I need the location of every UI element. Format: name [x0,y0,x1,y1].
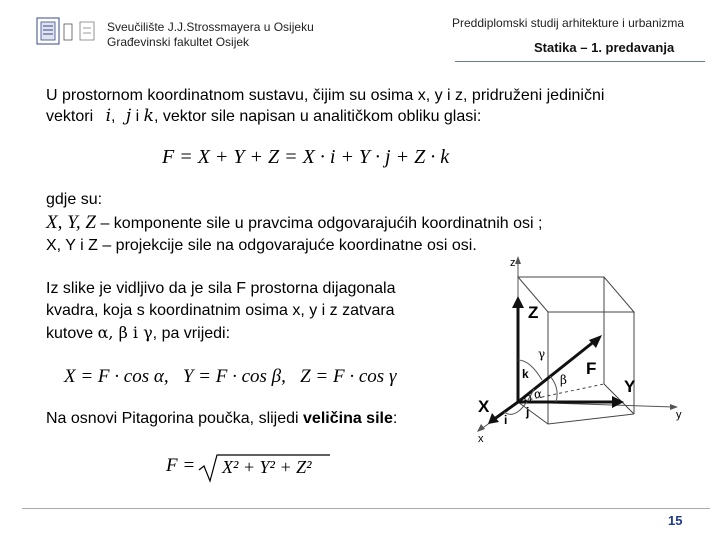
diagonal-line-1: Iz slike je vidljivo da je sila F prostorna dijagonala [46,280,396,297]
institution [107,20,314,50]
intro-and: i [135,108,140,125]
unit-k-label: k [522,367,529,381]
intro-line-2 [46,106,716,127]
program-title: Preddiplomski studij arhitekture i urbanizma [452,16,685,30]
unit-vector-i: i [105,106,112,126]
components-symbols: X, Y, Z [46,212,96,233]
axis-y-label: y [676,409,682,421]
unit-vector-k: k [143,106,154,126]
angle-alpha-label: α [534,387,543,401]
angles-rest: , pa vrijedi: [152,325,231,342]
axis-x-label: x [478,433,484,444]
unit-j-label: j [526,405,530,419]
magnitude-lhs: F = [166,455,196,476]
angles-symbols: α, β i γ [97,323,153,342]
axis-z-label: z [510,257,516,269]
unit-vector-j: j [125,106,132,126]
components-line [46,212,542,234]
header-divider [455,61,705,62]
lecture-title: Statika – 1. predavanja [534,40,675,55]
angle-gamma-label: γ [538,347,546,361]
formula-cosines: X = F · cos α, Y = F · cos β, Z = F · cos γ [64,366,397,387]
force-F-label: F [586,359,597,378]
where-label: gdje su: [46,191,103,208]
footer-divider [22,508,710,509]
magnitude-radicand: X² + Y² + Z² [222,457,312,477]
angles-label: kutove [46,325,94,342]
formula-vector: F = X + Y + Z = X · i + Y · j + Z · k [162,146,450,168]
angle-beta-label: β [560,373,567,387]
components-desc: – komponente sile u pravcima odgovarajućih koordinatnih osi ; [96,215,543,232]
origin-label: O [524,394,532,405]
component-Y-label: Y [624,377,636,396]
projections-line: X, Y i Z – projekcije sile na odgovarajuće koordinatne osi osi. [46,237,477,254]
unit-i-label: i [504,413,508,427]
intro-line-1: U prostornom koordinatnom sustavu, čijim su osima x, y i z, pridruženi jedinični [46,87,605,104]
intro-vectors-label: vektori [46,108,94,125]
page-number: 15 [668,513,683,528]
component-Z-label: Z [528,303,539,322]
faculty-name: Građevinski fakultet Osijek [107,35,250,49]
pythagoras-colon: : [392,410,398,427]
university-logo [36,16,98,46]
intro-rest: , vektor sile napisan u analitičkom obliku glasi: [153,108,482,125]
university-name: Sveučilište J.J.Strossmayera u Osijeku [107,20,314,34]
intro-comma: , [111,108,116,125]
diagonal-line-3 [46,322,230,344]
diagonal-line-2: kvadra, koja s koordinatnim osima x, y i z zatvara [46,302,395,319]
pythagoras-text: Na osnovi Pitagorina poučka, slijedi [46,410,304,427]
pythagoras-emphasis: veličina sile [303,410,393,427]
component-X-label: X [478,397,490,416]
force-box-diagram [448,252,716,444]
formula-magnitude [166,455,195,477]
pythagoras-line [46,408,397,429]
